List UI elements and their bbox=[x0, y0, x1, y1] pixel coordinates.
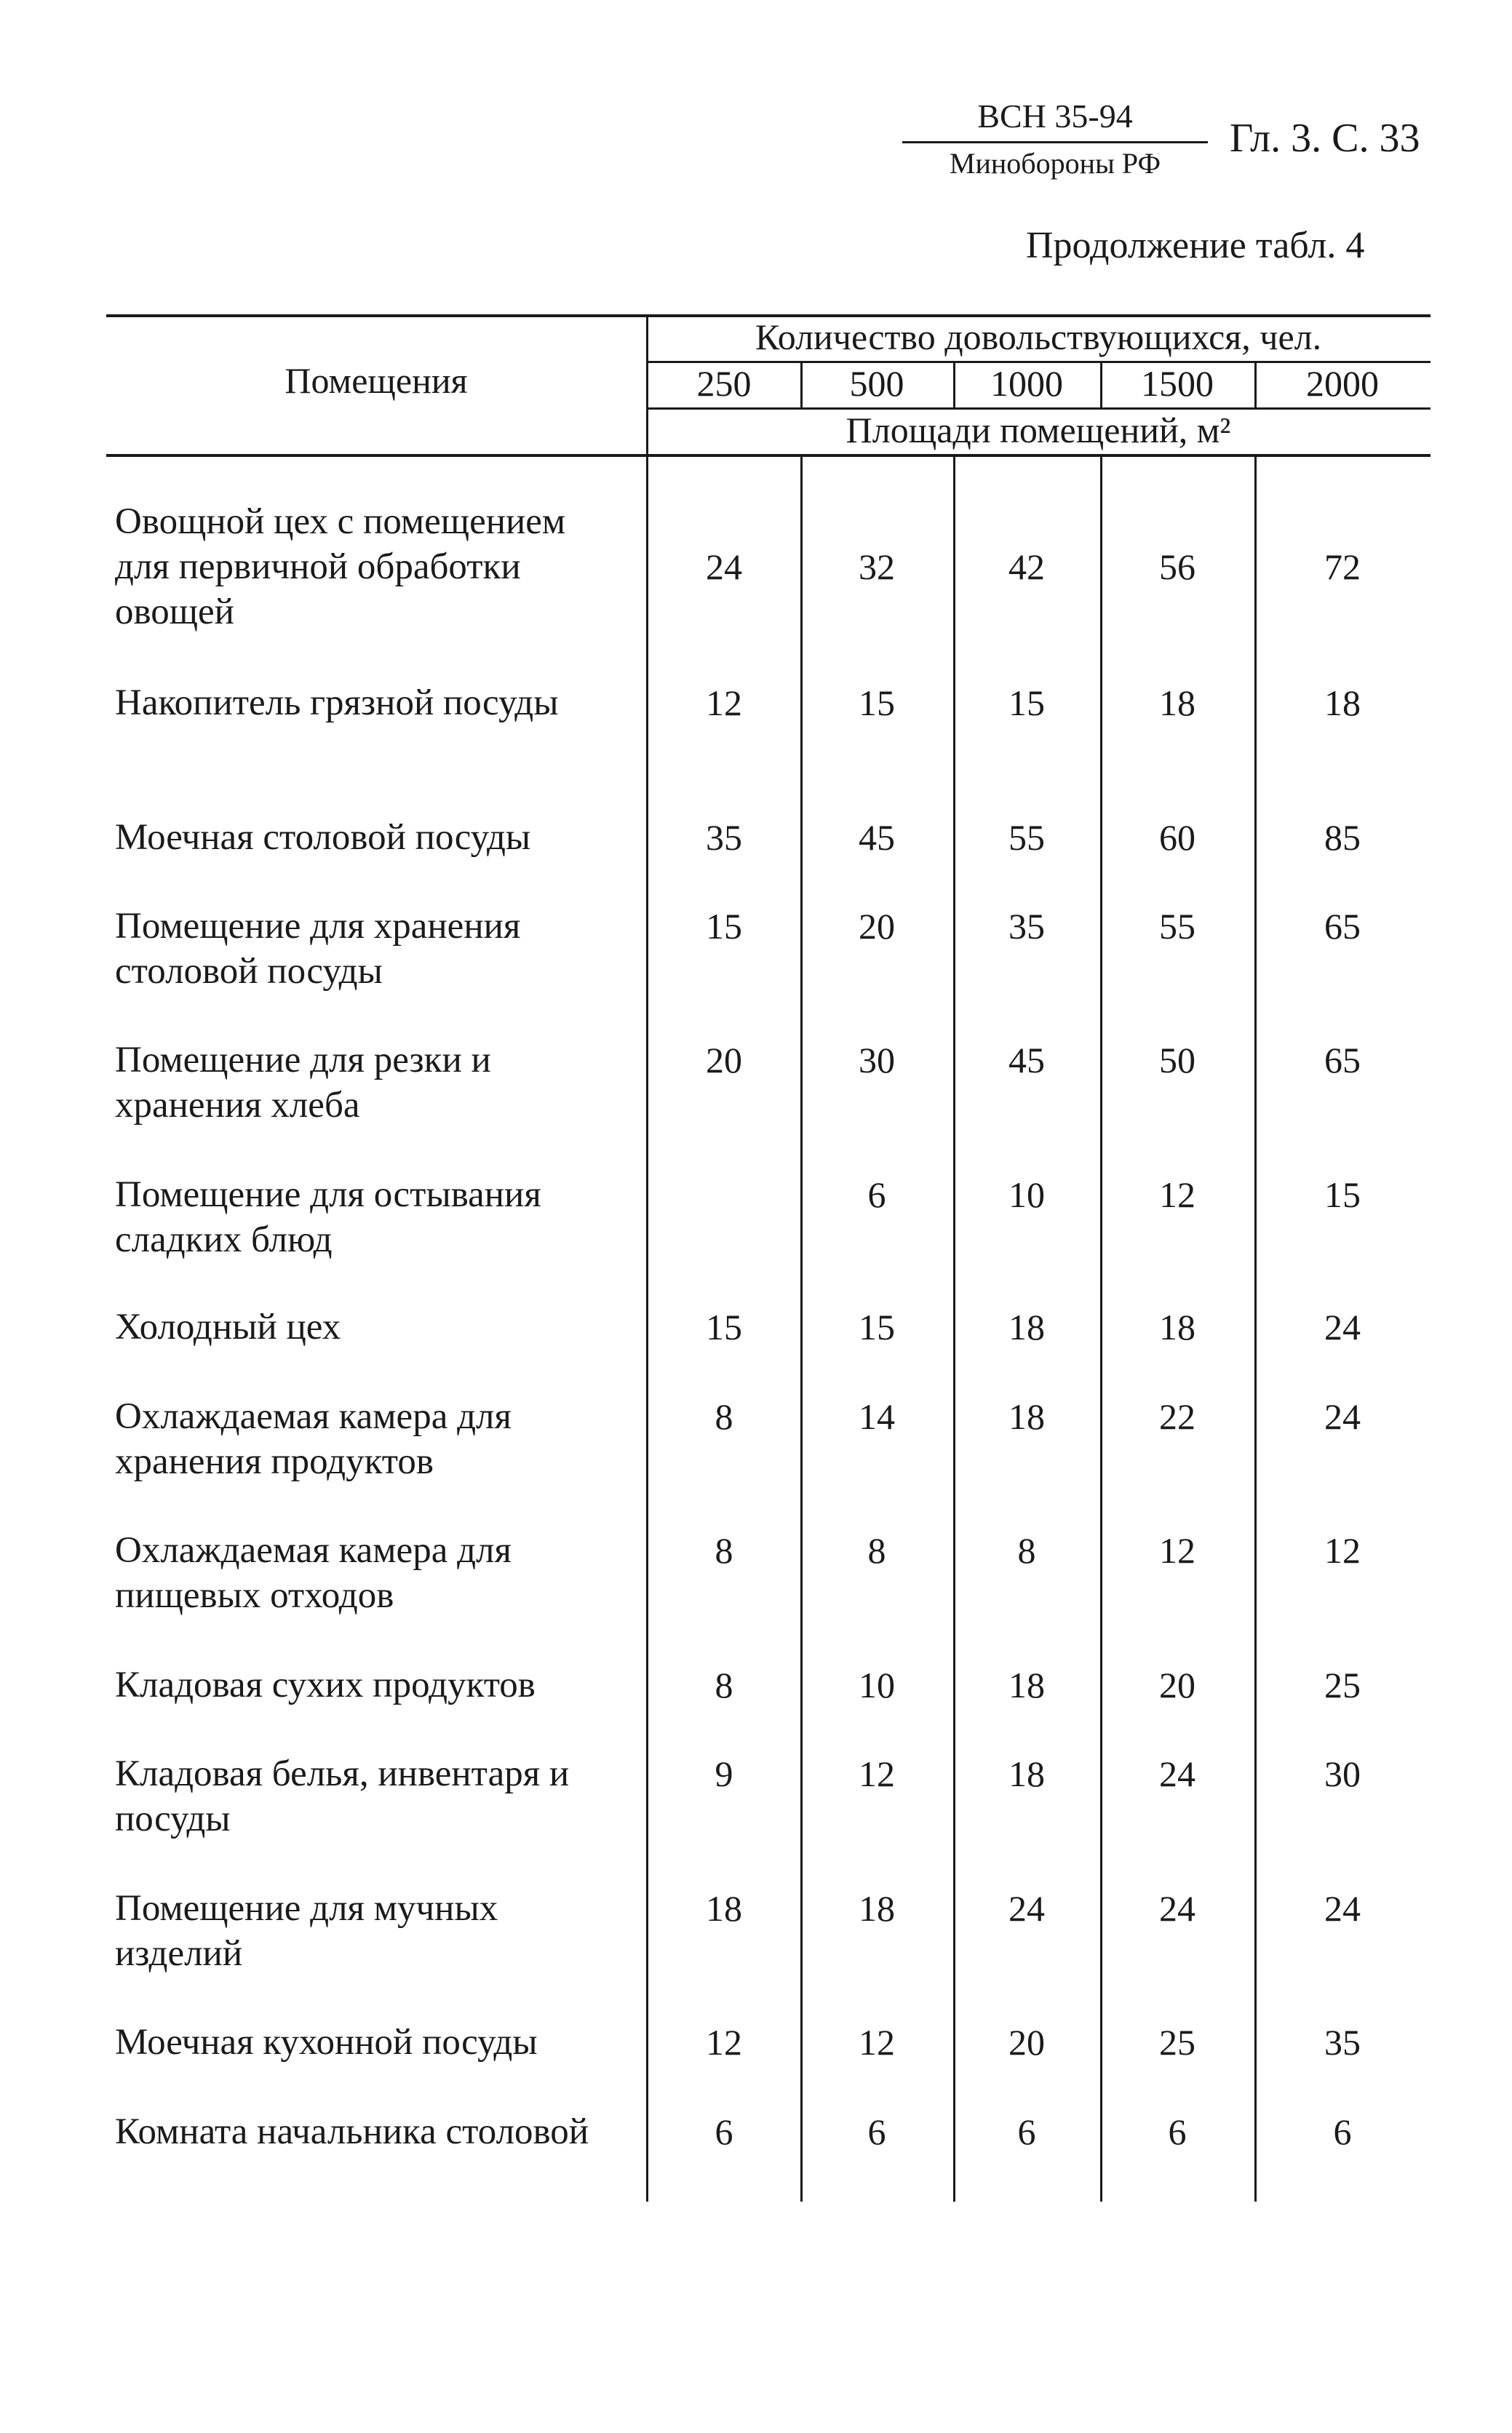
column-divider bbox=[646, 316, 648, 455]
area-value: 14 bbox=[859, 1396, 895, 1437]
column-divider bbox=[1100, 455, 1102, 2202]
area-value: 24 bbox=[1008, 1888, 1045, 1929]
area-value: 12 bbox=[1159, 1174, 1195, 1215]
room-name: Помещение для мучных изделий bbox=[115, 1888, 498, 1974]
area-value: 9 bbox=[715, 1753, 733, 1794]
area-value: 6 bbox=[867, 2111, 886, 2152]
area-value: 12 bbox=[706, 682, 742, 723]
area-value: 35 bbox=[706, 817, 742, 858]
area-value: 35 bbox=[1008, 906, 1045, 947]
area-value: 30 bbox=[859, 1040, 895, 1080]
area-value: 20 bbox=[1008, 2022, 1045, 2063]
area-value: 24 bbox=[1324, 1396, 1361, 1437]
area-value: 24 bbox=[706, 546, 742, 587]
document-code-number: ВСН 35-94 bbox=[902, 95, 1208, 143]
area-value: 12 bbox=[1324, 1530, 1361, 1571]
area-value: 24 bbox=[1159, 1753, 1195, 1794]
column-divider bbox=[953, 361, 955, 409]
room-name: Холодный цех bbox=[115, 1307, 341, 1347]
area-value: 8 bbox=[715, 1665, 733, 1705]
area-value: 45 bbox=[859, 817, 895, 858]
document-code-organization: Минобороны РФ bbox=[949, 147, 1161, 180]
area-value: 18 bbox=[859, 1888, 895, 1929]
area-value: 60 bbox=[1159, 817, 1195, 858]
area-value: 15 bbox=[859, 682, 895, 723]
area-value: 24 bbox=[1324, 1307, 1361, 1347]
column-divider bbox=[646, 455, 648, 2202]
area-value: 12 bbox=[1159, 1530, 1195, 1571]
room-name: Комната начальника столовой bbox=[115, 2111, 589, 2152]
area-value: 18 bbox=[1159, 1307, 1195, 1347]
area-value: 30 bbox=[1324, 1753, 1361, 1794]
area-value: 25 bbox=[1159, 2022, 1195, 2063]
room-name: Кладовая сухих продуктов bbox=[115, 1665, 536, 1705]
area-value: 42 bbox=[1008, 546, 1045, 587]
area-value: 12 bbox=[706, 2022, 742, 2063]
area-value: 15 bbox=[706, 906, 742, 947]
area-value: 55 bbox=[1159, 906, 1195, 947]
area-value: 8 bbox=[867, 1530, 886, 1571]
area-value: 15 bbox=[706, 1307, 742, 1347]
area-value: 6 bbox=[1333, 2111, 1352, 2152]
area-value: 18 bbox=[1008, 1396, 1045, 1437]
area-value: 24 bbox=[1324, 1888, 1361, 1929]
area-value: 72 bbox=[1324, 546, 1361, 587]
area-value: 85 bbox=[1324, 817, 1361, 858]
area-value: 20 bbox=[859, 906, 895, 947]
table-caption: Продолжение табл. 4 bbox=[1026, 225, 1365, 266]
page-reference: Гл. 3. С. 33 bbox=[1230, 116, 1420, 161]
area-value: 8 bbox=[715, 1396, 733, 1437]
column-header: 2000 bbox=[1306, 363, 1379, 404]
room-name: Моечная столовой посуды bbox=[115, 817, 531, 858]
column-header: 1500 bbox=[1141, 363, 1214, 404]
area-value: 20 bbox=[706, 1040, 742, 1080]
area-value: 65 bbox=[1324, 1040, 1361, 1080]
count-header: Количество довольствующихся, чел. bbox=[755, 316, 1322, 357]
area-value: 18 bbox=[1008, 1665, 1045, 1705]
column-divider bbox=[1100, 361, 1102, 409]
area-value: 6 bbox=[715, 2111, 733, 2152]
room-name: Помещение для хранения столовой посуды bbox=[115, 906, 521, 992]
area-value: 20 bbox=[1159, 1665, 1195, 1705]
area-value: 12 bbox=[859, 2022, 895, 2063]
area-value: 15 bbox=[1008, 682, 1045, 723]
rooms-column-header: Помещения bbox=[285, 360, 468, 401]
room-name: Овощной цех с помещением для первичной обработки овощей bbox=[115, 501, 566, 632]
column-header: 1000 bbox=[990, 363, 1063, 404]
column-divider bbox=[1254, 361, 1257, 409]
area-value: 35 bbox=[1324, 2022, 1361, 2063]
area-value: 6 bbox=[867, 1174, 886, 1215]
area-value: 12 bbox=[859, 1753, 895, 1794]
area-value: 55 bbox=[1008, 817, 1045, 858]
header-bottom-rule bbox=[106, 454, 1431, 457]
area-value: 8 bbox=[715, 1530, 733, 1571]
column-divider bbox=[800, 455, 803, 2202]
area-value: 65 bbox=[1324, 906, 1361, 947]
area-value: 56 bbox=[1159, 546, 1195, 587]
area-value: 8 bbox=[1017, 1530, 1036, 1571]
area-value: 18 bbox=[1159, 682, 1195, 723]
area-value: 15 bbox=[859, 1307, 895, 1347]
column-header: 500 bbox=[849, 363, 904, 404]
area-value: 32 bbox=[859, 546, 895, 587]
document-code bbox=[902, 95, 1208, 184]
area-value: 24 bbox=[1159, 1888, 1195, 1929]
room-name: Накопитель грязной посуды bbox=[115, 682, 559, 723]
area-value: 15 bbox=[1324, 1174, 1361, 1215]
room-name: Помещение для остывания сладких блюд bbox=[115, 1174, 541, 1260]
area-value: 6 bbox=[1017, 2111, 1036, 2152]
area-value: 18 bbox=[1008, 1307, 1045, 1347]
area-value: 45 bbox=[1008, 1040, 1045, 1080]
area-value: 50 bbox=[1159, 1040, 1195, 1080]
room-name: Моечная кухонной посуды bbox=[115, 2022, 538, 2063]
area-value: 10 bbox=[859, 1665, 895, 1705]
area-value: 18 bbox=[706, 1888, 742, 1929]
area-value: 6 bbox=[1168, 2111, 1187, 2152]
area-header: Площади помещений, м² bbox=[845, 410, 1231, 450]
area-value: 18 bbox=[1324, 682, 1361, 723]
column-divider bbox=[800, 361, 803, 409]
area-value: 25 bbox=[1324, 1665, 1361, 1705]
area-value: 10 bbox=[1008, 1174, 1045, 1215]
room-name: Помещение для резки и хранения хлеба bbox=[115, 1040, 491, 1126]
column-divider bbox=[1254, 455, 1257, 2202]
column-header: 250 bbox=[696, 363, 752, 404]
room-name: Охлаждаемая камера для хранения продуктов bbox=[115, 1396, 512, 1482]
area-value: 22 bbox=[1159, 1396, 1195, 1437]
room-name: Охлаждаемая камера для пищевых отходов bbox=[115, 1530, 512, 1616]
room-name: Кладовая белья, инвентаря и посуды bbox=[115, 1753, 570, 1839]
area-value: 18 bbox=[1008, 1753, 1045, 1794]
